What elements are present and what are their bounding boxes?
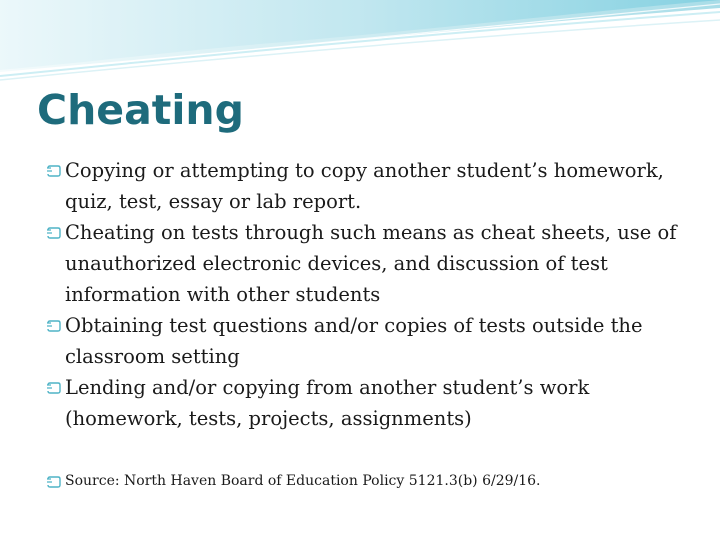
bullet-text: Cheating on tests through such means as cheat sheets, use of unauthorized electronic devices, and discussion of test information with other students: [65, 221, 677, 306]
scroll-bullet-icon: [46, 320, 61, 332]
list-item: [46, 155, 706, 217]
bullet-text: Obtaining test questions and/or copies of tests outside the classroom setting: [65, 314, 643, 368]
bullet-list: [46, 155, 706, 434]
source-citation: [46, 470, 541, 492]
scroll-bullet-icon: [46, 227, 61, 239]
bullet-text: Copying or attempting to copy another student’s homework, quiz, test, essay or lab report.: [65, 159, 664, 213]
list-item: [46, 217, 706, 310]
header-wave-decoration: [0, 0, 720, 100]
list-item: [46, 310, 706, 372]
scroll-bullet-icon: [46, 476, 61, 488]
source-text: Source: North Haven Board of Education Policy 5121.3(b) 6/29/16.: [65, 473, 541, 489]
scroll-bullet-icon: [46, 165, 61, 177]
list-item: [46, 372, 706, 434]
bullet-text: Lending and/or copying from another student’s work (homework, tests, projects, assignments): [65, 376, 590, 430]
slide-title: Cheating: [37, 86, 244, 134]
scroll-bullet-icon: [46, 382, 61, 394]
